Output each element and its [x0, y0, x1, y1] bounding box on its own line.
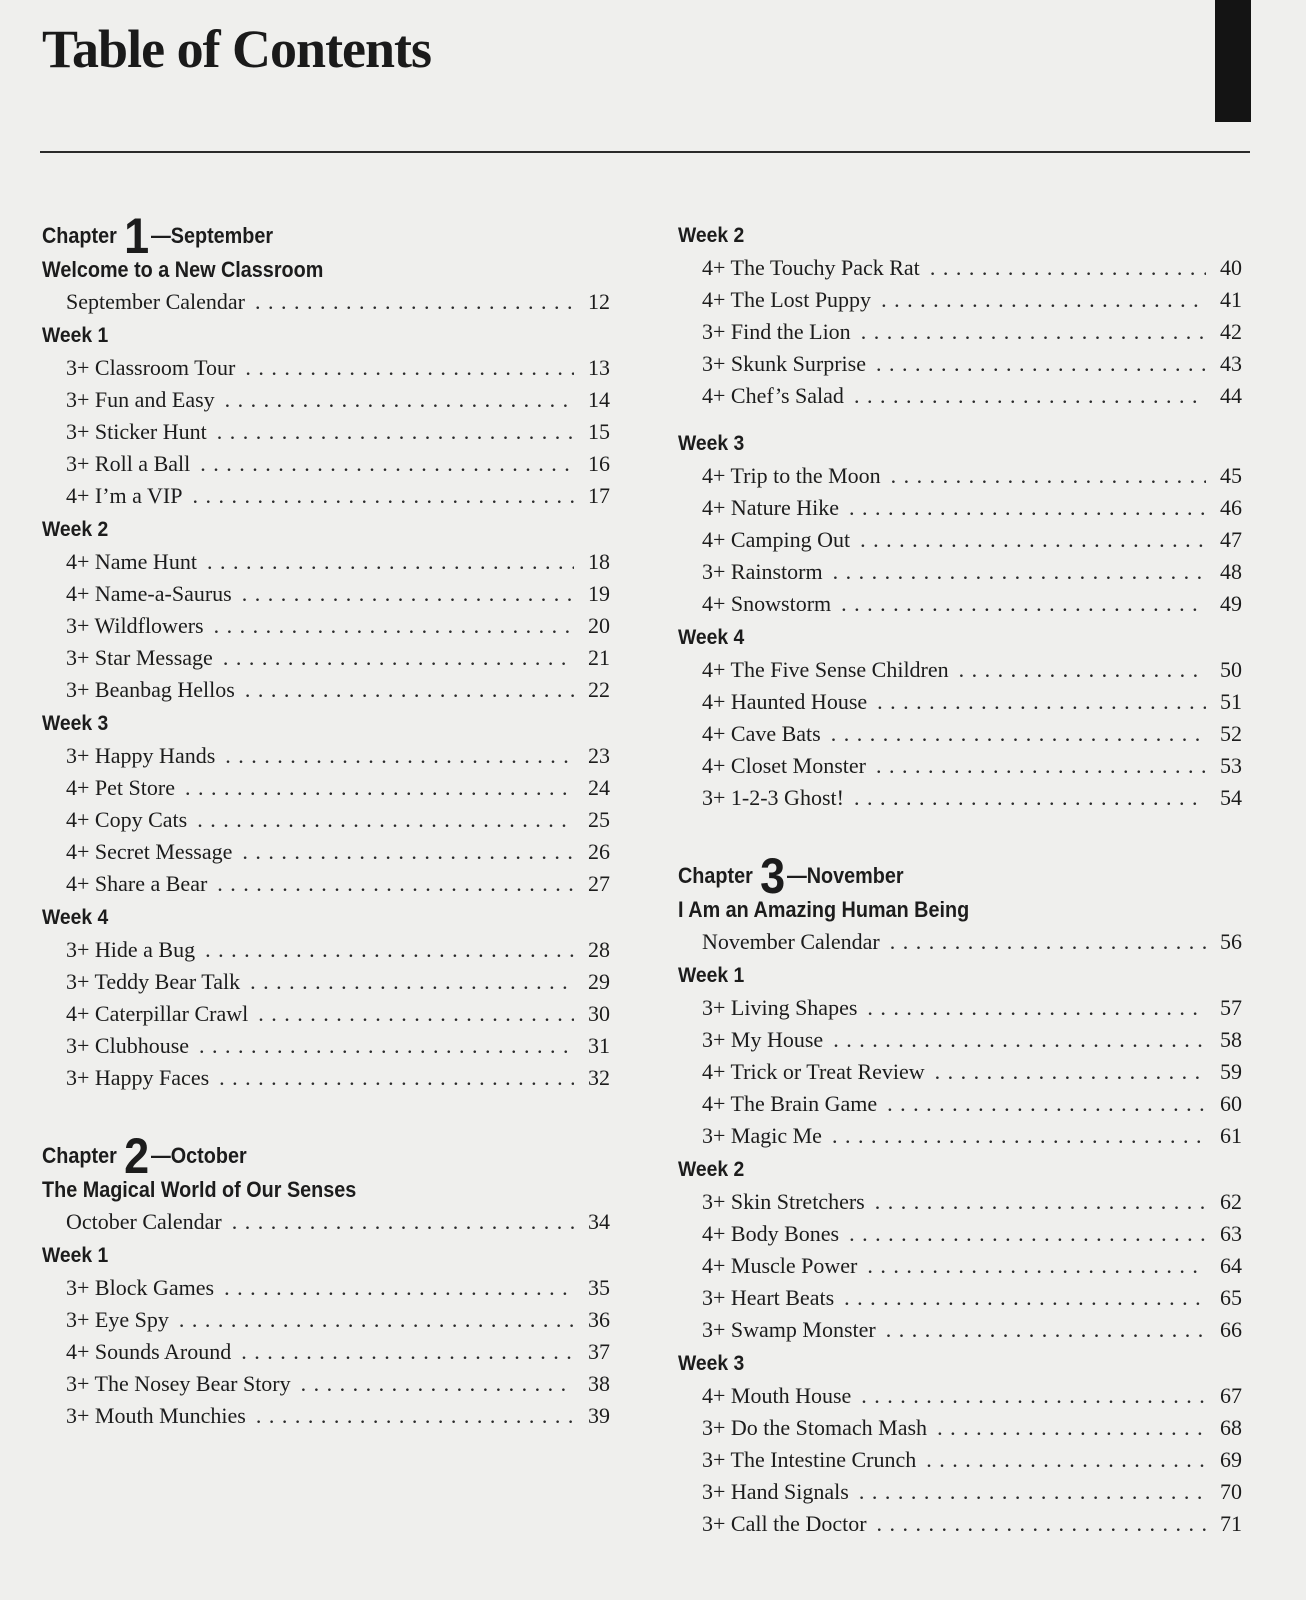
- entry-title: October Calendar: [66, 1209, 222, 1234]
- toc-entry[interactable]: [678, 380, 1260, 412]
- entry-title: 4+ The Brain Game: [702, 1091, 878, 1116]
- entry-page-number: 47: [1220, 527, 1242, 552]
- toc-entry[interactable]: [42, 1368, 628, 1400]
- toc-entry[interactable]: [42, 610, 628, 642]
- entry-title: 3+ Skin Stretchers: [702, 1189, 865, 1214]
- dot-leader: [930, 252, 1206, 284]
- entry-page-number: 69: [1220, 1447, 1242, 1472]
- entry-title: 4+ Chef’s Salad: [702, 383, 844, 408]
- entry-page-number: 35: [588, 1275, 610, 1300]
- entry-title: 3+ Classroom Tour: [66, 355, 236, 380]
- dot-leader: [859, 1476, 1206, 1508]
- toc-entry[interactable]: [678, 1024, 1260, 1056]
- chapter-heading: [42, 208, 569, 264]
- toc-entry[interactable]: [678, 492, 1260, 524]
- entry-title: 3+ Swamp Monster: [702, 1317, 876, 1342]
- dot-leader: [205, 934, 574, 966]
- dot-leader: [241, 1336, 574, 1368]
- entry-page-number: 27: [588, 871, 610, 896]
- dot-leader: [854, 380, 1206, 412]
- dot-leader: [844, 1282, 1206, 1314]
- entry-page-number: 20: [588, 613, 610, 638]
- entry-title: September Calendar: [66, 289, 245, 314]
- entry-title: 3+ Call the Doctor: [702, 1511, 867, 1536]
- chapter-number: 2: [124, 1128, 150, 1184]
- entry-title: 4+ Secret Message: [66, 839, 233, 864]
- week-heading: Week 2: [42, 518, 109, 541]
- chapter-subtitle: I Am an Amazing Human Being: [678, 897, 970, 922]
- entry-title: 3+ Happy Faces: [66, 1065, 210, 1090]
- entry-title: 4+ The Touchy Pack Rat: [702, 255, 920, 280]
- entry-title: 3+ Wildflowers: [66, 613, 204, 638]
- entry-page-number: 49: [1220, 591, 1242, 616]
- chapter-label: Chapter: [42, 1143, 117, 1168]
- dot-leader: [245, 352, 574, 384]
- entry-title: 3+ Clubhouse: [66, 1033, 190, 1058]
- title-rule: [40, 151, 1250, 153]
- dot-leader: [849, 1218, 1206, 1250]
- dot-leader: [242, 836, 574, 868]
- chapter-month: —September: [150, 223, 274, 248]
- entry-title: 3+ Star Message: [66, 645, 213, 670]
- entry-title: 3+ Do the Stomach Mash: [702, 1415, 928, 1440]
- dot-leader: [224, 1272, 574, 1304]
- dot-leader: [867, 1250, 1206, 1282]
- chapter-number: 1: [124, 208, 150, 264]
- chapter-number: 3: [760, 848, 786, 904]
- entry-title: 4+ Mouth House: [702, 1383, 852, 1408]
- toc-entry[interactable]: [42, 546, 628, 578]
- toc-entry[interactable]: [678, 1186, 1260, 1218]
- entry-page-number: 12: [588, 289, 610, 314]
- entry-page-number: 63: [1220, 1221, 1242, 1246]
- entry-title: 3+ Rainstorm: [702, 559, 823, 584]
- week-heading: Week 3: [678, 1352, 745, 1375]
- entry-title: 4+ Share a Bear: [66, 871, 208, 896]
- toc-entry[interactable]: [678, 1476, 1260, 1508]
- dot-leader: [887, 1088, 1206, 1120]
- entry-page-number: 36: [588, 1307, 610, 1332]
- chapter-subtitle: Welcome to a New Classroom: [42, 257, 324, 282]
- toc-entry[interactable]: [42, 480, 628, 512]
- chapter-subtitle: The Magical World of Our Senses: [42, 1177, 357, 1202]
- dot-leader: [841, 588, 1206, 620]
- dot-leader: [245, 674, 574, 706]
- entry-page-number: 28: [588, 937, 610, 962]
- toc-entry[interactable]: [678, 1282, 1260, 1314]
- toc-entry[interactable]: [678, 1380, 1260, 1412]
- entry-page-number: 62: [1220, 1189, 1242, 1214]
- toc-entry[interactable]: [678, 316, 1260, 348]
- entry-page-number: 65: [1220, 1285, 1242, 1310]
- entry-page-number: 21: [588, 645, 610, 670]
- entry-page-number: 45: [1220, 463, 1242, 488]
- chapter-label: Chapter: [678, 863, 753, 888]
- week-heading: Week 1: [678, 964, 745, 987]
- dot-leader: [935, 1056, 1206, 1088]
- entry-page-number: 68: [1220, 1415, 1242, 1440]
- week-heading: Week 2: [678, 1158, 745, 1181]
- chapter-month: —November: [786, 863, 904, 888]
- entry-title: 3+ 1-2-3 Ghost!: [702, 785, 844, 810]
- dot-leader: [832, 1120, 1206, 1152]
- dot-leader: [185, 772, 574, 804]
- toc-entry[interactable]: [678, 1314, 1260, 1346]
- entry-title: 4+ Muscle Power: [702, 1253, 858, 1278]
- dot-leader: [831, 718, 1206, 750]
- entry-title: 3+ Living Shapes: [702, 995, 858, 1020]
- entry-page-number: 57: [1220, 995, 1242, 1020]
- entry-page-number: 15: [588, 419, 610, 444]
- toc-entry[interactable]: [42, 674, 628, 706]
- toc-entry[interactable]: [42, 1062, 628, 1094]
- dot-leader: [219, 1062, 574, 1094]
- entry-page-number: 37: [588, 1339, 610, 1364]
- week-heading: Week 2: [678, 224, 745, 247]
- entry-title: 3+ Find the Lion: [702, 319, 851, 344]
- toc-entry[interactable]: [678, 524, 1260, 556]
- entry-page-number: 31: [588, 1033, 610, 1058]
- toc-entry[interactable]: [42, 642, 628, 674]
- entry-page-number: 29: [588, 969, 610, 994]
- entry-page-number: 53: [1220, 753, 1242, 778]
- dot-leader: [861, 316, 1206, 348]
- entry-title: 3+ Beanbag Hellos: [66, 677, 235, 702]
- dot-leader: [225, 384, 574, 416]
- toc-entry[interactable]: [42, 804, 628, 836]
- entry-title: 4+ Copy Cats: [66, 807, 188, 832]
- entry-page-number: 14: [588, 387, 610, 412]
- dot-leader: [197, 804, 574, 836]
- toc-entry[interactable]: [42, 416, 628, 448]
- dot-leader: [891, 460, 1206, 492]
- entry-title: 4+ Body Bones: [702, 1221, 840, 1246]
- dot-leader: [255, 286, 574, 318]
- toc-entry[interactable]: [42, 998, 628, 1030]
- week-spacer: [678, 412, 1260, 426]
- dot-leader: [876, 750, 1206, 782]
- dot-leader: [849, 492, 1206, 524]
- dot-leader: [833, 556, 1206, 588]
- toc-entry[interactable]: [42, 740, 628, 772]
- dot-leader: [179, 1304, 574, 1336]
- entry-title: 3+ Block Games: [66, 1275, 215, 1300]
- entry-page-number: 40: [1220, 255, 1242, 280]
- dot-leader: [232, 1206, 574, 1238]
- week-heading: Week 4: [678, 626, 745, 649]
- toc-entry[interactable]: [42, 448, 628, 480]
- thumb-index-tab: [1215, 0, 1251, 122]
- dot-leader: [217, 868, 574, 900]
- toc-entry[interactable]: [42, 966, 628, 998]
- dot-leader: [959, 654, 1206, 686]
- toc-entry[interactable]: [42, 578, 628, 610]
- entry-page-number: 44: [1220, 383, 1242, 408]
- entry-page-number: 17: [588, 483, 610, 508]
- entry-title: 3+ The Nosey Bear Story: [66, 1371, 291, 1396]
- entry-title: 3+ Happy Hands: [66, 743, 216, 768]
- left-column: [42, 208, 628, 1432]
- entry-title: 4+ I’m a VIP: [66, 483, 183, 508]
- entry-title: 3+ Fun and Easy: [66, 387, 215, 412]
- toc-entry[interactable]: [42, 1030, 628, 1062]
- entry-page-number: 61: [1220, 1123, 1242, 1148]
- entry-title: 3+ Mouth Munchies: [66, 1403, 246, 1428]
- toc-entry[interactable]: [678, 718, 1260, 750]
- entry-title: 4+ Cave Bats: [702, 721, 821, 746]
- entry-page-number: 56: [1220, 929, 1242, 954]
- toc-entry[interactable]: [678, 284, 1260, 316]
- entry-title: 3+ My House: [702, 1027, 824, 1052]
- toc-entry[interactable]: [678, 686, 1260, 718]
- toc-entry[interactable]: [678, 1120, 1260, 1152]
- toc-entry[interactable]: [42, 352, 628, 384]
- dot-leader: [193, 480, 575, 512]
- toc-entry[interactable]: [678, 588, 1260, 620]
- entry-page-number: 66: [1220, 1317, 1242, 1342]
- toc-entry[interactable]: [678, 1508, 1260, 1540]
- chapter-heading: [678, 848, 1202, 904]
- entry-title: 4+ Name-a-Saurus: [66, 581, 232, 606]
- entry-title: 4+ Snowstorm: [702, 591, 832, 616]
- dot-leader: [250, 966, 574, 998]
- entry-title: 3+ Heart Beats: [702, 1285, 835, 1310]
- dot-leader: [937, 1412, 1206, 1444]
- entry-title: November Calendar: [702, 929, 880, 954]
- entry-page-number: 18: [588, 549, 610, 574]
- dot-leader: [301, 1368, 574, 1400]
- toc-entry[interactable]: [678, 348, 1260, 380]
- entry-page-number: 23: [588, 743, 610, 768]
- entry-page-number: 38: [588, 1371, 610, 1396]
- entry-title: 4+ Pet Store: [66, 775, 175, 800]
- right-column: [678, 218, 1260, 1540]
- toc-entry[interactable]: [678, 1056, 1260, 1088]
- entry-page-number: 46: [1220, 495, 1242, 520]
- entry-page-number: 54: [1220, 785, 1242, 810]
- dot-leader: [223, 642, 574, 674]
- week-heading: Week 1: [42, 324, 109, 347]
- toc-entry[interactable]: [678, 782, 1260, 814]
- dot-leader: [854, 782, 1206, 814]
- entry-page-number: 42: [1220, 319, 1242, 344]
- toc-entry[interactable]: [678, 1088, 1260, 1120]
- chapter-label: Chapter: [42, 223, 117, 248]
- entry-page-number: 64: [1220, 1253, 1242, 1278]
- entry-page-number: 22: [588, 677, 610, 702]
- toc-entry[interactable]: [42, 836, 628, 868]
- dot-leader: [214, 610, 574, 642]
- entry-title: 4+ Camping Out: [702, 527, 851, 552]
- dot-leader: [242, 578, 574, 610]
- entry-page-number: 16: [588, 451, 610, 476]
- toc-entry[interactable]: [42, 934, 628, 966]
- entry-page-number: 51: [1220, 689, 1242, 714]
- entry-page-number: 13: [588, 355, 610, 380]
- entry-title: 3+ Roll a Ball: [66, 451, 191, 476]
- dot-leader: [926, 1444, 1206, 1476]
- dot-leader: [881, 284, 1206, 316]
- entry-page-number: 59: [1220, 1059, 1242, 1084]
- toc-entry[interactable]: [42, 772, 628, 804]
- entry-page-number: 34: [588, 1209, 610, 1234]
- toc-entry[interactable]: [42, 868, 628, 900]
- toc-entry[interactable]: [42, 1206, 628, 1238]
- toc-entry[interactable]: [42, 384, 628, 416]
- entry-page-number: 41: [1220, 287, 1242, 312]
- dot-leader: [860, 524, 1206, 556]
- chapter-heading: [42, 1128, 569, 1184]
- entry-page-number: 71: [1220, 1511, 1242, 1536]
- entry-page-number: 24: [588, 775, 610, 800]
- entry-title: 4+ Name Hunt: [66, 549, 197, 574]
- toc-entry[interactable]: [42, 286, 628, 318]
- entry-title: 3+ Skunk Surprise: [702, 351, 866, 376]
- dot-leader: [875, 1186, 1206, 1218]
- dot-leader: [877, 686, 1206, 718]
- entry-title: 4+ Trip to the Moon: [702, 463, 881, 488]
- entry-title: 3+ Hide a Bug: [66, 937, 196, 962]
- dot-leader: [877, 1508, 1206, 1540]
- entry-page-number: 70: [1220, 1479, 1242, 1504]
- dot-leader: [876, 348, 1206, 380]
- week-heading: Week 1: [42, 1244, 109, 1267]
- entry-page-number: 25: [588, 807, 610, 832]
- toc-entry[interactable]: [678, 460, 1260, 492]
- toc-entry[interactable]: [678, 1250, 1260, 1282]
- dot-leader: [886, 1314, 1206, 1346]
- entry-title: 3+ The Intestine Crunch: [702, 1447, 917, 1472]
- toc-entry[interactable]: [678, 926, 1260, 958]
- toc-entry[interactable]: [678, 992, 1260, 1024]
- page-title: Table of Contents: [42, 19, 432, 79]
- dot-leader: [258, 998, 574, 1030]
- toc-entry[interactable]: [678, 1218, 1260, 1250]
- entry-title: 4+ Haunted House: [702, 689, 868, 714]
- entry-page-number: 58: [1220, 1027, 1242, 1052]
- entry-page-number: 60: [1220, 1091, 1242, 1116]
- dot-leader: [867, 992, 1206, 1024]
- dot-leader: [890, 926, 1206, 958]
- toc-entry[interactable]: [678, 750, 1260, 782]
- toc-entry[interactable]: [42, 1336, 628, 1368]
- entry-title: 4+ The Five Sense Children: [702, 657, 949, 682]
- entry-page-number: 19: [588, 581, 610, 606]
- toc-entry[interactable]: [42, 1400, 628, 1432]
- dot-leader: [200, 448, 574, 480]
- entry-page-number: 39: [588, 1403, 610, 1428]
- entry-title: 4+ Nature Hike: [702, 495, 840, 520]
- entry-title: 3+ Hand Signals: [702, 1479, 849, 1504]
- toc-entry[interactable]: [678, 1412, 1260, 1444]
- entry-page-number: 26: [588, 839, 610, 864]
- toc-entry[interactable]: [678, 556, 1260, 588]
- entry-title: 4+ The Lost Puppy: [702, 287, 872, 312]
- entry-title: 4+ Caterpillar Crawl: [66, 1001, 249, 1026]
- entry-page-number: 48: [1220, 559, 1242, 584]
- toc-entry[interactable]: [42, 1272, 628, 1304]
- entry-title: 4+ Trick or Treat Review: [702, 1059, 925, 1084]
- entry-page-number: 32: [588, 1065, 610, 1090]
- dot-leader: [225, 740, 574, 772]
- entry-title: 4+ Sounds Around: [66, 1339, 232, 1364]
- entry-title: 3+ Eye Spy: [66, 1307, 169, 1332]
- entry-page-number: 30: [588, 1001, 610, 1026]
- entry-page-number: 52: [1220, 721, 1242, 746]
- dot-leader: [256, 1400, 574, 1432]
- dot-leader: [833, 1024, 1206, 1056]
- dot-leader: [861, 1380, 1206, 1412]
- toc-entry[interactable]: [678, 252, 1260, 284]
- toc-entry[interactable]: [678, 654, 1260, 686]
- week-heading: Week 4: [42, 906, 109, 929]
- entry-title: 4+ Closet Monster: [702, 753, 866, 778]
- entry-page-number: 43: [1220, 351, 1242, 376]
- entry-title: 3+ Sticker Hunt: [66, 419, 207, 444]
- entry-title: 3+ Magic Me: [702, 1123, 822, 1148]
- week-heading: Week 3: [678, 432, 745, 455]
- entry-title: 3+ Teddy Bear Talk: [66, 969, 241, 994]
- entry-page-number: 67: [1220, 1383, 1242, 1408]
- dot-leader: [217, 416, 574, 448]
- dot-leader: [199, 1030, 574, 1062]
- chapter-month: —October: [150, 1143, 247, 1168]
- week-heading: Week 3: [42, 712, 109, 735]
- entry-page-number: 50: [1220, 657, 1242, 682]
- dot-leader: [207, 546, 574, 578]
- toc-entry[interactable]: [678, 1444, 1260, 1476]
- toc-entry[interactable]: [42, 1304, 628, 1336]
